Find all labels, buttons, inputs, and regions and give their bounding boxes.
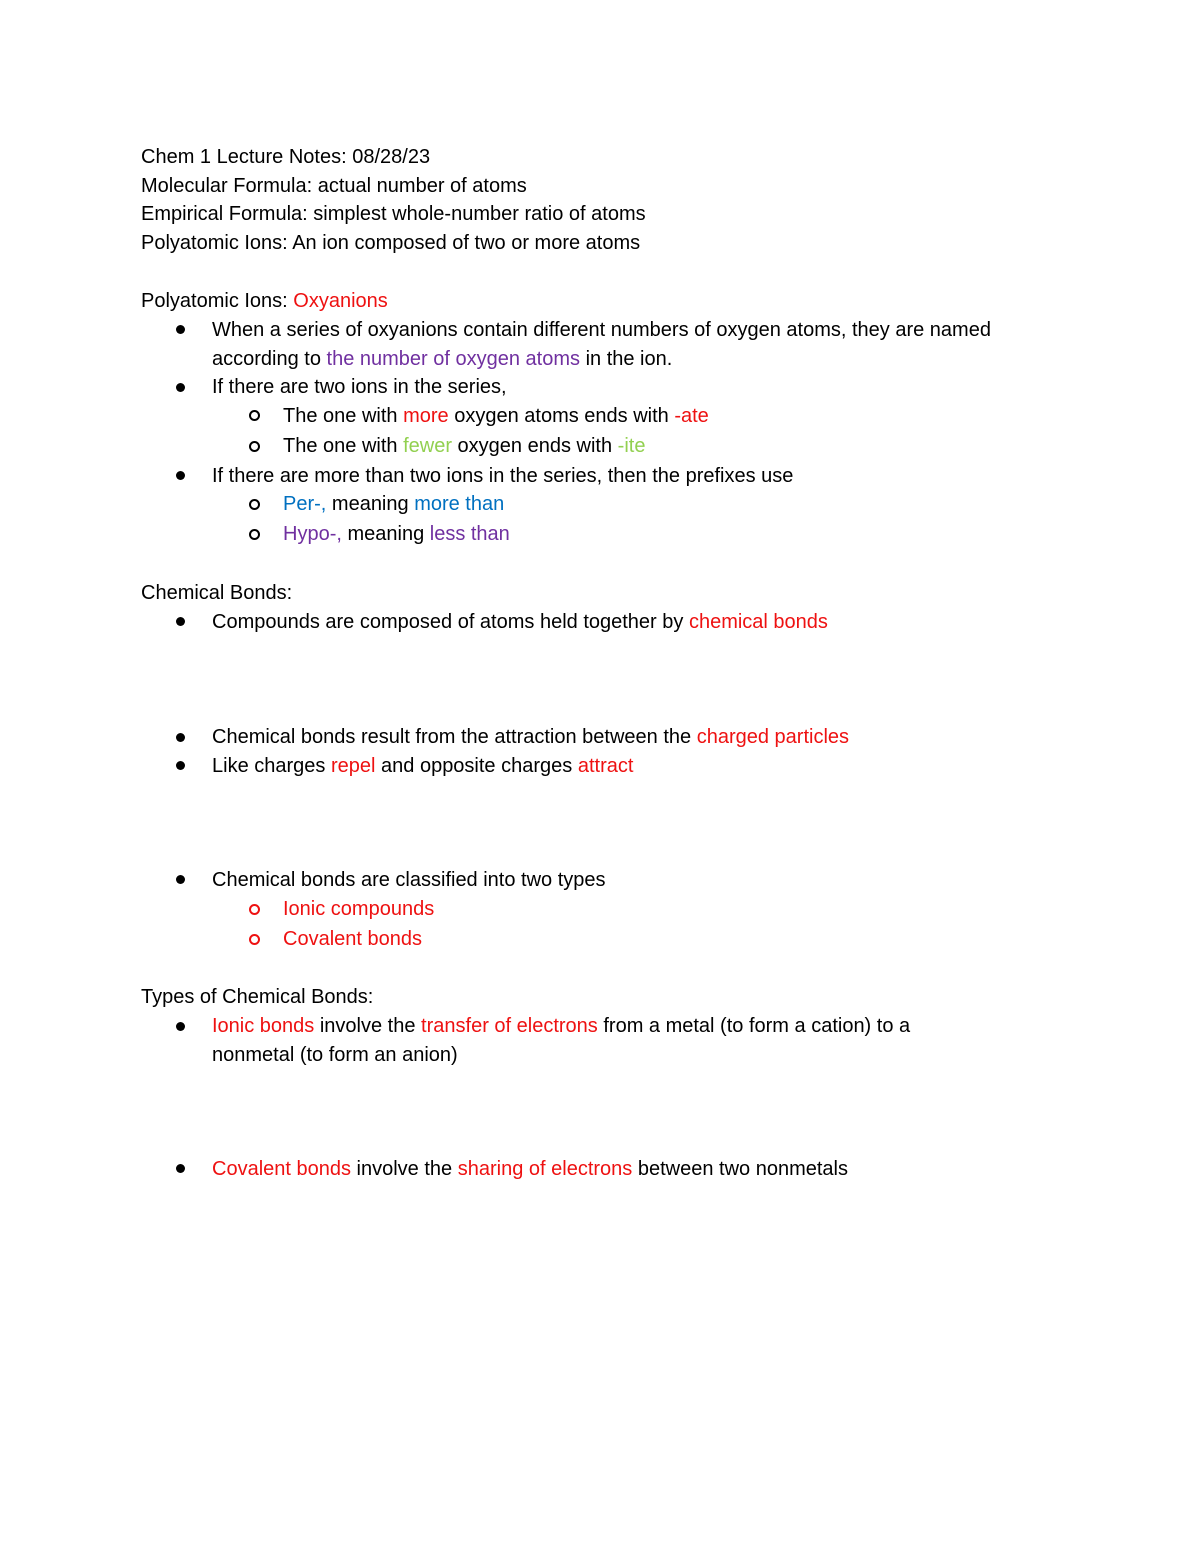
cb3-mid: and opposite charges (381, 755, 573, 777)
empirical-label: Empirical Formula: (141, 203, 308, 225)
oxyanions-heading (141, 287, 388, 315)
chemical-bonds-sub-ionic (283, 895, 434, 923)
cb1-pre: Compounds are composed of atoms held together by (212, 611, 684, 633)
cb4-text: Chemical bonds are classified into two types (212, 869, 606, 891)
t1-line2: nonmetal (to form an anion) (212, 1044, 458, 1066)
cb3-pre: Like charges (212, 755, 326, 777)
types-bullet-1-line-1 (212, 1012, 910, 1040)
sub-bullet-icon (249, 441, 260, 452)
chemical-bonds-bullet-1 (212, 608, 828, 636)
hypo-mid: meaning (347, 523, 425, 545)
page-title (141, 143, 430, 171)
ate-suffix: -ate (674, 405, 709, 427)
per-prefix: Per-, (283, 493, 327, 515)
oxyanions-bullet-3-text: If there are more than two ions in the series, then the prefixes use (212, 465, 794, 487)
molecular-formula-line (141, 172, 527, 200)
oxyanions-bullet-1-line-1 (212, 316, 991, 344)
t1-mid: involve the (319, 1015, 416, 1037)
oxyanions-bullet-3 (212, 462, 793, 490)
chemical-bonds-heading (141, 579, 292, 607)
hypo-prefix: Hypo-, (283, 523, 342, 545)
t1-ionic: Ionic bonds (212, 1015, 315, 1037)
t1-transfer: transfer of electrons (421, 1015, 598, 1037)
ite-mid: oxygen ends with (457, 435, 613, 457)
cb3-repel: repel (330, 755, 376, 777)
sub-bullet-icon (249, 410, 260, 421)
oxyanions-bullet-1-text: When a series of oxyanions contain different numbers of oxygen atoms, they are named (212, 319, 991, 341)
chemical-bonds-sub-covalent (283, 925, 422, 953)
bullet-icon (176, 325, 185, 334)
bullet-icon (176, 1022, 185, 1031)
oxyanions-bullet-1-line-2 (212, 345, 672, 373)
empirical-formula-line (141, 200, 646, 228)
ate-pre: The one with (283, 405, 398, 427)
ite-pre: The one with (283, 435, 398, 457)
cb1-highlight: chemical bonds (688, 611, 828, 633)
cb4-sub-covalent-text: Covalent bonds (283, 928, 422, 950)
bullet-icon (176, 617, 185, 626)
t2-mid: involve the (356, 1158, 453, 1180)
oxyanions-heading-highlight: Oxyanions (293, 290, 388, 312)
per-mid: meaning (331, 493, 409, 515)
b1-line2-pre: according to (212, 348, 321, 370)
molecular-text: actual number of atoms (317, 175, 527, 197)
types-bullet-2 (212, 1155, 848, 1183)
t1-post: from a metal (to form a cation) to a (603, 1015, 911, 1037)
bullet-icon (176, 733, 185, 742)
oxyanions-heading-label: Polyatomic Ions: (141, 290, 288, 312)
polyatomic-text: An ion composed of two or more atoms (292, 232, 641, 254)
bullet-icon (176, 875, 185, 884)
types-heading (141, 983, 373, 1011)
sub-bullet-icon (249, 934, 260, 945)
bullet-icon (176, 383, 185, 392)
t2-covalent: Covalent bonds (212, 1158, 351, 1180)
b1-line2-post: in the ion. (585, 348, 673, 370)
t2-sharing: sharing of electrons (457, 1158, 633, 1180)
bullet-icon (176, 1164, 185, 1173)
bullet-icon (176, 471, 185, 480)
ate-mid: oxygen atoms ends with (454, 405, 669, 427)
cb2-pre: Chemical bonds result from the attraction between the (212, 726, 692, 748)
oxyanions-sub-bullet-ate (283, 402, 709, 430)
title-text: Chem 1 Lecture Notes: 08/28/23 (141, 146, 431, 168)
chemical-bonds-heading-text: Chemical Bonds: (141, 582, 293, 604)
cb4-sub-ionic-text: Ionic compounds (283, 898, 435, 920)
t2-post: between two nonmetals (637, 1158, 848, 1180)
sub-bullet-icon (249, 499, 260, 510)
empirical-text: simplest whole-number ratio of atoms (313, 203, 646, 225)
oxyanions-sub-bullet-ite (283, 432, 645, 460)
ite-suffix: -ite (617, 435, 646, 457)
molecular-label: Molecular Formula: (141, 175, 313, 197)
cb3-attract: attract (577, 755, 634, 777)
oxyanions-bullet-2-text: If there are two ions in the series, (212, 376, 507, 398)
chemical-bonds-bullet-3 (212, 752, 633, 780)
types-heading-text: Types of Chemical Bonds: (141, 986, 374, 1008)
b1-line2-highlight: the number of oxygen atoms (326, 348, 581, 370)
sub-bullet-icon (249, 904, 260, 915)
oxyanions-sub-bullet-hypo (283, 520, 510, 548)
hypo-highlight: less than (429, 523, 510, 545)
chemical-bonds-bullet-2 (212, 723, 849, 751)
oxyanions-sub-bullet-per (283, 490, 504, 518)
chemical-bonds-bullet-4 (212, 866, 606, 894)
cb2-highlight: charged particles (696, 726, 850, 748)
polyatomic-ions-line (141, 229, 640, 257)
sub-bullet-icon (249, 529, 260, 540)
ite-fewer: fewer (403, 435, 452, 457)
polyatomic-label: Polyatomic Ions: (141, 232, 288, 254)
oxyanions-bullet-2 (212, 373, 507, 401)
types-bullet-1-line-2 (212, 1041, 458, 1069)
per-highlight: more than (414, 493, 505, 515)
bullet-icon (176, 761, 185, 770)
ate-more: more (403, 405, 449, 427)
